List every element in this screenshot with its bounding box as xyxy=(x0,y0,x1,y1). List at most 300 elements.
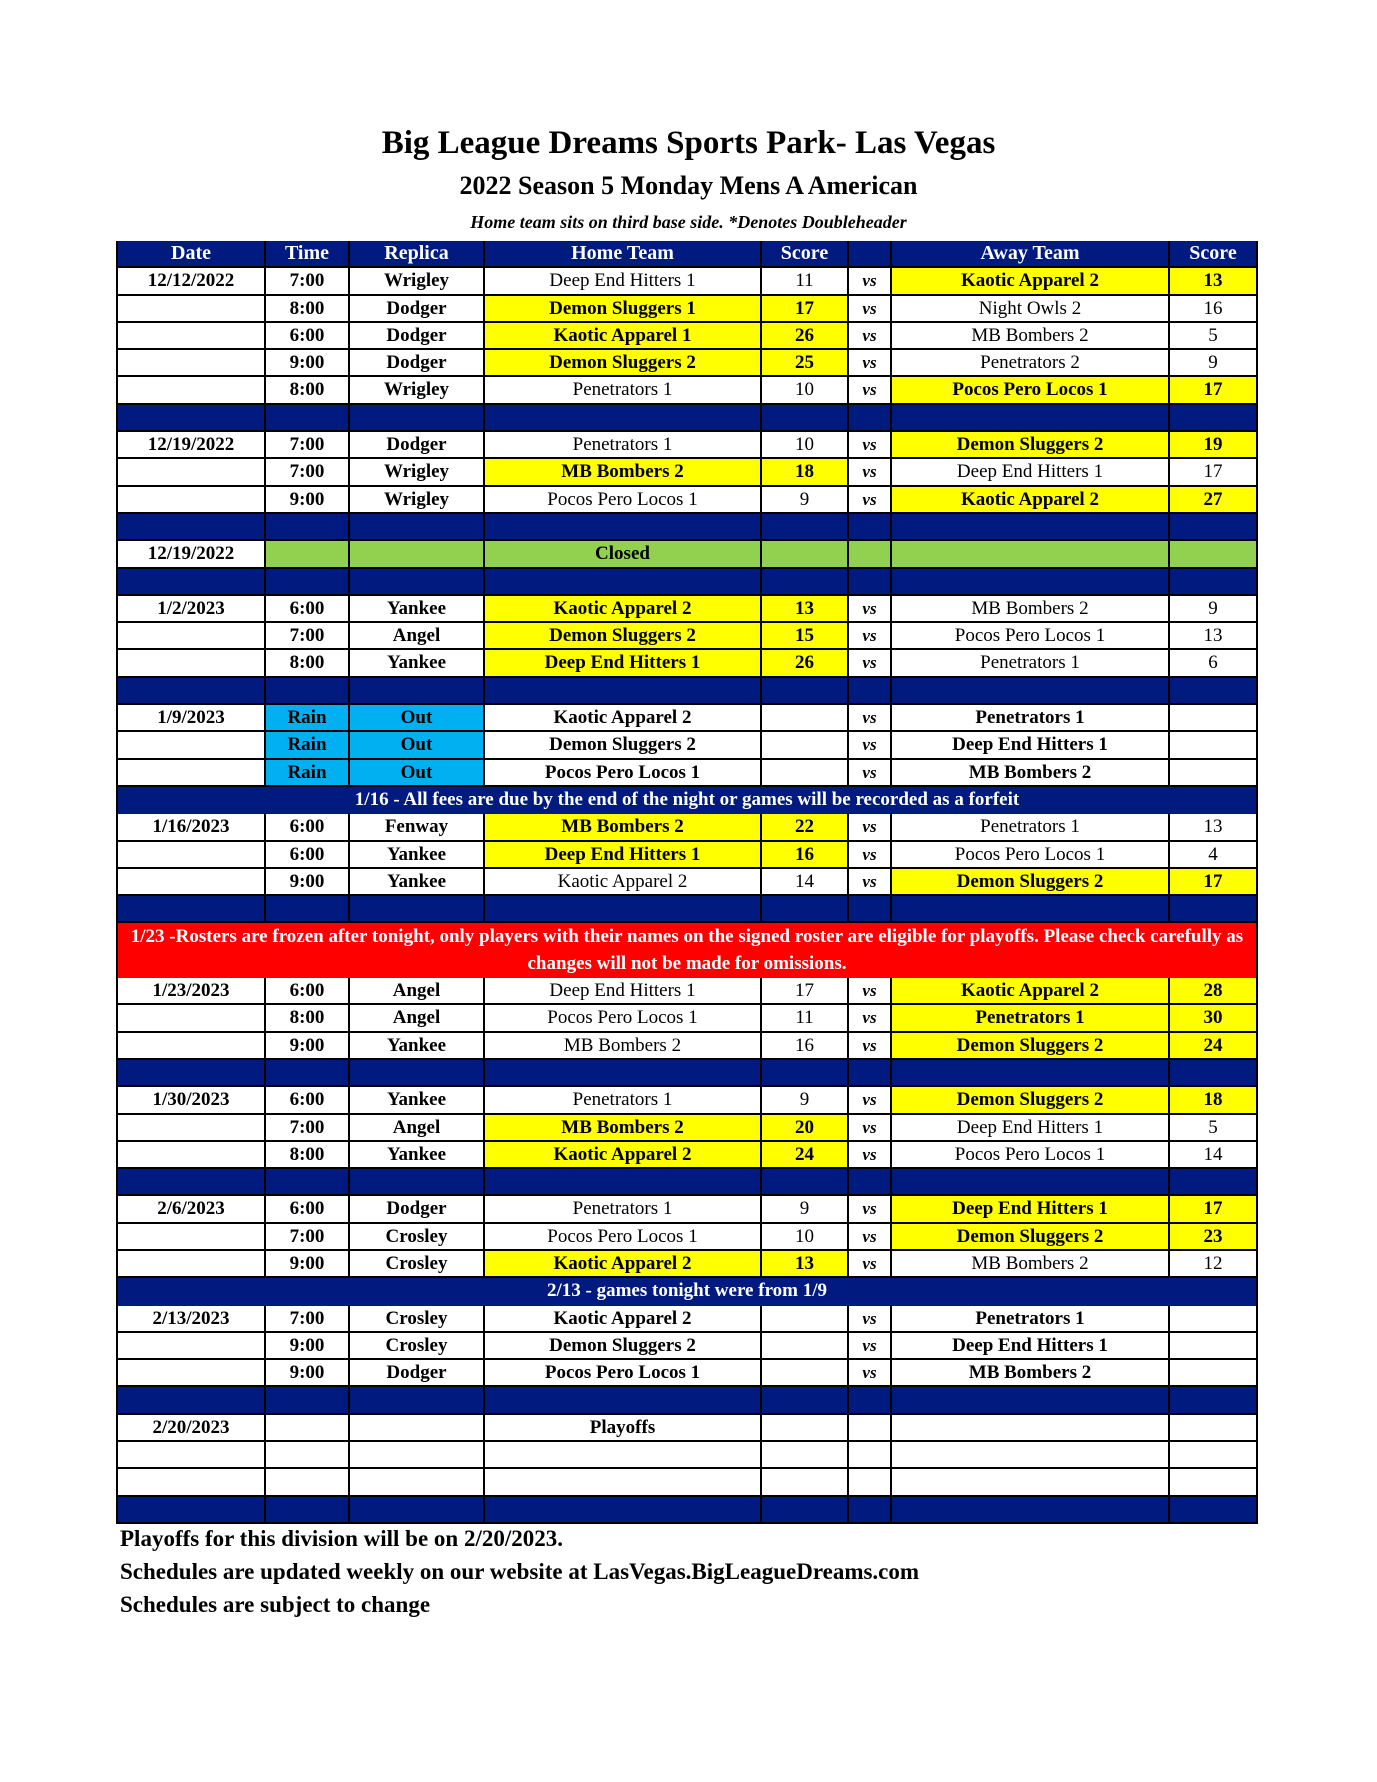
seating-note: Home team sits on third base side. *Denotes Doubleheader xyxy=(470,212,907,232)
home-team: Demon Sluggers 2 xyxy=(485,732,762,759)
week-separator xyxy=(116,1497,1258,1524)
separator-cell xyxy=(266,678,350,705)
separator-cell xyxy=(350,678,485,705)
separator-cell xyxy=(1170,896,1258,923)
away-team: MB Bombers 2 xyxy=(892,596,1170,623)
game-date xyxy=(116,732,266,759)
game-time: 7:00 xyxy=(266,459,350,486)
vs-label: vs xyxy=(849,650,892,677)
week-separator xyxy=(116,1169,1258,1196)
field-name: Angel xyxy=(350,978,485,1005)
game-date xyxy=(116,1033,266,1060)
home-score: 18 xyxy=(762,459,849,486)
game-row xyxy=(116,1005,1258,1032)
game-row xyxy=(116,1415,1258,1442)
separator-cell xyxy=(1170,1497,1258,1524)
separator-cell xyxy=(1170,405,1258,432)
away-score: 17 xyxy=(1170,1196,1258,1223)
field-name: Dodger xyxy=(350,350,485,377)
game-date xyxy=(116,323,266,350)
game-date xyxy=(116,350,266,377)
week-separator xyxy=(116,405,1258,432)
home-team: Kaotic Apparel 2 xyxy=(485,869,762,896)
vs-label: vs xyxy=(849,296,892,323)
vs-label: vs xyxy=(849,596,892,623)
home-score: 11 xyxy=(762,1005,849,1032)
away-team xyxy=(892,1469,1170,1496)
vs-label: vs xyxy=(849,705,892,732)
game-row xyxy=(116,1442,1258,1469)
away-team: Penetrators 1 xyxy=(892,705,1170,732)
separator-cell xyxy=(116,1060,266,1087)
away-score xyxy=(1170,1415,1258,1442)
field-name: Angel xyxy=(350,1005,485,1032)
vs-label: vs xyxy=(849,869,892,896)
game-time: 9:00 xyxy=(266,869,350,896)
game-date: 12/19/2022 xyxy=(116,432,266,459)
game-time: 9:00 xyxy=(266,1251,350,1278)
field-name: Yankee xyxy=(350,869,485,896)
game-time xyxy=(266,1415,350,1442)
field-name: Wrigley xyxy=(350,487,485,514)
field-name: Dodger xyxy=(350,1196,485,1223)
away-score xyxy=(1170,1442,1258,1469)
game-time: 9:00 xyxy=(266,1360,350,1387)
home-score xyxy=(762,1360,849,1387)
game-row xyxy=(116,650,1258,677)
separator-cell xyxy=(485,1060,762,1087)
separator-cell xyxy=(485,678,762,705)
home-score: 13 xyxy=(762,596,849,623)
away-score: 5 xyxy=(1170,1115,1258,1142)
vs-label: vs xyxy=(849,1333,892,1360)
game-date: 2/20/2023 xyxy=(116,1415,266,1442)
away-score-header: Score xyxy=(1170,241,1258,268)
game-row xyxy=(116,1333,1258,1360)
separator-cell xyxy=(350,1387,485,1414)
game-row xyxy=(116,487,1258,514)
separator-cell xyxy=(762,678,849,705)
away-team-header: Away Team xyxy=(892,241,1170,268)
home-team: Penetrators 1 xyxy=(485,1196,762,1223)
away-team: Kaotic Apparel 2 xyxy=(892,268,1170,295)
home-score: 25 xyxy=(762,350,849,377)
game-date: 1/9/2023 xyxy=(116,705,266,732)
game-date xyxy=(116,296,266,323)
away-team: Kaotic Apparel 2 xyxy=(892,487,1170,514)
game-time: 8:00 xyxy=(266,1142,350,1169)
game-date xyxy=(116,1005,266,1032)
home-score xyxy=(762,1442,849,1469)
home-team: MB Bombers 2 xyxy=(485,459,762,486)
separator-cell xyxy=(485,1497,762,1524)
home-score: 20 xyxy=(762,1115,849,1142)
schedule-table xyxy=(116,241,1258,1524)
separator-cell xyxy=(266,1060,350,1087)
away-score: 13 xyxy=(1170,814,1258,841)
away-team: Pocos Pero Locos 1 xyxy=(892,377,1170,404)
away-score: 28 xyxy=(1170,978,1258,1005)
separator-cell xyxy=(266,1169,350,1196)
away-score: 4 xyxy=(1170,842,1258,869)
time-header: Time xyxy=(266,241,350,268)
separator-cell xyxy=(485,405,762,432)
closed-cell xyxy=(892,541,1170,568)
page-subtitle: 2022 Season 5 Monday Mens A American xyxy=(459,171,918,200)
away-team: Deep End Hitters 1 xyxy=(892,1196,1170,1223)
away-score: 18 xyxy=(1170,1087,1258,1114)
game-date xyxy=(116,623,266,650)
away-team: Penetrators 1 xyxy=(892,1005,1170,1032)
separator-cell xyxy=(762,1387,849,1414)
away-team xyxy=(892,1442,1170,1469)
game-row xyxy=(116,1033,1258,1060)
home-team: MB Bombers 2 xyxy=(485,814,762,841)
game-date: 12/19/2022 xyxy=(116,541,266,568)
separator-cell xyxy=(485,514,762,541)
game-row xyxy=(116,760,1258,787)
home-team: Pocos Pero Locos 1 xyxy=(485,1224,762,1251)
footer-line: Playoffs for this division will be on 2/20/2023. xyxy=(120,1526,564,1551)
game-date xyxy=(116,760,266,787)
away-team: MB Bombers 2 xyxy=(892,1360,1170,1387)
game-time: Rain xyxy=(266,705,350,732)
away-score: 9 xyxy=(1170,350,1258,377)
away-score: 23 xyxy=(1170,1224,1258,1251)
game-time: Rain xyxy=(266,732,350,759)
week-separator xyxy=(116,1387,1258,1414)
week-separator xyxy=(116,514,1258,541)
away-team: MB Bombers 2 xyxy=(892,323,1170,350)
home-team: Deep End Hitters 1 xyxy=(485,842,762,869)
home-score: 22 xyxy=(762,814,849,841)
game-date xyxy=(116,1442,266,1469)
away-score xyxy=(1170,705,1258,732)
field-name: Angel xyxy=(350,1115,485,1142)
separator-cell xyxy=(350,405,485,432)
separator-cell xyxy=(350,1497,485,1524)
game-row xyxy=(116,1142,1258,1169)
field-name xyxy=(350,1469,485,1496)
separator-cell xyxy=(849,514,892,541)
separator-cell xyxy=(892,1387,1170,1414)
game-row xyxy=(116,978,1258,1005)
away-score: 14 xyxy=(1170,1142,1258,1169)
vs-label: vs xyxy=(849,1005,892,1032)
game-row xyxy=(116,1224,1258,1251)
separator-cell xyxy=(849,1497,892,1524)
field-name: Crosley xyxy=(350,1306,485,1333)
home-score xyxy=(762,1306,849,1333)
home-score: 9 xyxy=(762,487,849,514)
home-team: MB Bombers 2 xyxy=(485,1115,762,1142)
field-name: Yankee xyxy=(350,1087,485,1114)
away-score: 17 xyxy=(1170,869,1258,896)
footer-line: Schedules are updated weekly on our website at LasVegas.BigLeagueDreams.com xyxy=(120,1559,920,1584)
away-team: Penetrators 1 xyxy=(892,650,1170,677)
away-team: Deep End Hitters 1 xyxy=(892,732,1170,759)
separator-cell xyxy=(485,1387,762,1414)
away-score: 19 xyxy=(1170,432,1258,459)
away-team: Demon Sluggers 2 xyxy=(892,1033,1170,1060)
away-score: 13 xyxy=(1170,623,1258,650)
separator-cell xyxy=(849,405,892,432)
game-date xyxy=(116,650,266,677)
table-header-row xyxy=(116,241,1258,268)
home-score xyxy=(762,1333,849,1360)
home-team xyxy=(485,1469,762,1496)
home-team: Demon Sluggers 2 xyxy=(485,350,762,377)
separator-cell xyxy=(892,1169,1170,1196)
separator-cell xyxy=(485,896,762,923)
game-date: 1/16/2023 xyxy=(116,814,266,841)
game-row xyxy=(116,459,1258,486)
separator-cell xyxy=(762,405,849,432)
separator-cell xyxy=(762,1169,849,1196)
vs-label: vs xyxy=(849,814,892,841)
separator-cell xyxy=(266,569,350,596)
game-time: 9:00 xyxy=(266,1333,350,1360)
game-date xyxy=(116,842,266,869)
announcement-text: 1/16 - All fees are due by the end of the night or games will be recorded as a forfeit xyxy=(116,787,1258,814)
game-row xyxy=(116,350,1258,377)
home-team xyxy=(485,1442,762,1469)
field-name: Yankee xyxy=(350,1033,485,1060)
vs-label xyxy=(849,1415,892,1442)
home-score: 9 xyxy=(762,1196,849,1223)
home-score: 16 xyxy=(762,842,849,869)
home-score: 17 xyxy=(762,296,849,323)
separator-cell xyxy=(849,1060,892,1087)
home-score: 11 xyxy=(762,268,849,295)
home-team: Kaotic Apparel 2 xyxy=(485,705,762,732)
closed-cell xyxy=(350,541,485,568)
game-date xyxy=(116,377,266,404)
vs-label: vs xyxy=(849,732,892,759)
away-team: Deep End Hitters 1 xyxy=(892,1333,1170,1360)
home-team: Playoffs xyxy=(485,1415,762,1442)
game-date xyxy=(116,459,266,486)
game-time: 7:00 xyxy=(266,623,350,650)
field-name: Out xyxy=(350,705,485,732)
away-score: 13 xyxy=(1170,268,1258,295)
game-time: Rain xyxy=(266,760,350,787)
away-score: 27 xyxy=(1170,487,1258,514)
field-name: Fenway xyxy=(350,814,485,841)
separator-cell xyxy=(892,896,1170,923)
separator-cell xyxy=(762,514,849,541)
game-time: 6:00 xyxy=(266,1196,350,1223)
game-row xyxy=(116,296,1258,323)
field-name xyxy=(350,1442,485,1469)
field-name: Crosley xyxy=(350,1251,485,1278)
vs-label: vs xyxy=(849,1087,892,1114)
game-row xyxy=(116,814,1258,841)
game-time: 9:00 xyxy=(266,1033,350,1060)
game-date: 2/13/2023 xyxy=(116,1306,266,1333)
away-team: Kaotic Apparel 2 xyxy=(892,978,1170,1005)
vs-label: vs xyxy=(849,323,892,350)
separator-cell xyxy=(1170,1169,1258,1196)
home-score xyxy=(762,732,849,759)
game-time: 6:00 xyxy=(266,1087,350,1114)
week-separator xyxy=(116,896,1258,923)
home-team-header: Home Team xyxy=(485,241,762,268)
game-time: 8:00 xyxy=(266,1005,350,1032)
home-team: Penetrators 1 xyxy=(485,377,762,404)
game-time: 8:00 xyxy=(266,296,350,323)
separator-cell xyxy=(266,1497,350,1524)
away-score xyxy=(1170,1360,1258,1387)
home-score: 15 xyxy=(762,623,849,650)
field-name xyxy=(350,1415,485,1442)
vs-label: vs xyxy=(849,377,892,404)
field-name: Wrigley xyxy=(350,459,485,486)
game-row xyxy=(116,842,1258,869)
week-separator xyxy=(116,1060,1258,1087)
home-score xyxy=(762,1469,849,1496)
away-score: 17 xyxy=(1170,459,1258,486)
separator-cell xyxy=(892,678,1170,705)
game-time: 6:00 xyxy=(266,323,350,350)
vs-label xyxy=(849,1469,892,1496)
home-score xyxy=(762,760,849,787)
week-separator xyxy=(116,678,1258,705)
announcement-row xyxy=(116,1278,1258,1305)
away-team: Pocos Pero Locos 1 xyxy=(892,1142,1170,1169)
field-name: Wrigley xyxy=(350,377,485,404)
game-time xyxy=(266,1469,350,1496)
away-score: 17 xyxy=(1170,377,1258,404)
away-score: 12 xyxy=(1170,1251,1258,1278)
home-team: Pocos Pero Locos 1 xyxy=(485,1360,762,1387)
separator-cell xyxy=(762,1060,849,1087)
game-row xyxy=(116,596,1258,623)
vs-label: vs xyxy=(849,1224,892,1251)
home-team: Deep End Hitters 1 xyxy=(485,650,762,677)
separator-cell xyxy=(762,896,849,923)
away-team: Deep End Hitters 1 xyxy=(892,1115,1170,1142)
date-header: Date xyxy=(116,241,266,268)
game-row xyxy=(116,432,1258,459)
away-score: 30 xyxy=(1170,1005,1258,1032)
separator-cell xyxy=(266,896,350,923)
game-row xyxy=(116,1306,1258,1333)
game-date: 2/6/2023 xyxy=(116,1196,266,1223)
home-team: Pocos Pero Locos 1 xyxy=(485,760,762,787)
vs-label: vs xyxy=(849,1142,892,1169)
separator-cell xyxy=(1170,678,1258,705)
separator-cell xyxy=(485,569,762,596)
away-score: 16 xyxy=(1170,296,1258,323)
away-score: 6 xyxy=(1170,650,1258,677)
home-team: Penetrators 1 xyxy=(485,432,762,459)
home-team: Deep End Hitters 1 xyxy=(485,268,762,295)
home-score: 10 xyxy=(762,377,849,404)
game-date: 1/30/2023 xyxy=(116,1087,266,1114)
vs-label: vs xyxy=(849,432,892,459)
away-team: Demon Sluggers 2 xyxy=(892,432,1170,459)
home-team: MB Bombers 2 xyxy=(485,1033,762,1060)
announcement-text: 2/13 - games tonight were from 1/9 xyxy=(116,1278,1258,1305)
game-date: 1/2/2023 xyxy=(116,596,266,623)
field-name: Angel xyxy=(350,623,485,650)
away-score xyxy=(1170,1469,1258,1496)
game-date xyxy=(116,1251,266,1278)
away-team: Deep End Hitters 1 xyxy=(892,459,1170,486)
closed-row xyxy=(116,541,1258,568)
vs-label: vs xyxy=(849,1196,892,1223)
away-score: 24 xyxy=(1170,1033,1258,1060)
home-score xyxy=(762,705,849,732)
home-score: 16 xyxy=(762,1033,849,1060)
closed-cell xyxy=(849,541,892,568)
game-row xyxy=(116,1469,1258,1496)
home-team: Kaotic Apparel 2 xyxy=(485,1306,762,1333)
home-score xyxy=(762,1415,849,1442)
home-score: 14 xyxy=(762,869,849,896)
home-team: Demon Sluggers 2 xyxy=(485,623,762,650)
week-separator xyxy=(116,569,1258,596)
separator-cell xyxy=(849,1169,892,1196)
separator-cell xyxy=(116,1387,266,1414)
game-date xyxy=(116,869,266,896)
game-date xyxy=(116,1469,266,1496)
away-team: Night Owls 2 xyxy=(892,296,1170,323)
separator-cell xyxy=(892,1497,1170,1524)
away-score: 5 xyxy=(1170,323,1258,350)
page-title: Big League Dreams Sports Park- Las Vegas xyxy=(381,125,996,161)
away-score xyxy=(1170,760,1258,787)
game-date xyxy=(116,1224,266,1251)
away-score: 9 xyxy=(1170,596,1258,623)
game-time: 9:00 xyxy=(266,350,350,377)
vs-label xyxy=(849,1442,892,1469)
game-row xyxy=(116,869,1258,896)
field-name: Yankee xyxy=(350,1142,485,1169)
field-name: Dodger xyxy=(350,323,485,350)
field-name: Yankee xyxy=(350,596,485,623)
game-time: 7:00 xyxy=(266,1115,350,1142)
home-score-header: Score xyxy=(762,241,849,268)
game-row xyxy=(116,1360,1258,1387)
separator-cell xyxy=(762,569,849,596)
away-team: Pocos Pero Locos 1 xyxy=(892,623,1170,650)
home-score: 24 xyxy=(762,1142,849,1169)
roster-alert-row xyxy=(116,923,1258,978)
game-date: 1/23/2023 xyxy=(116,978,266,1005)
game-time: 7:00 xyxy=(266,432,350,459)
game-date: 12/12/2022 xyxy=(116,268,266,295)
footer-notes xyxy=(120,1522,919,1621)
home-team: Kaotic Apparel 2 xyxy=(485,596,762,623)
closed-cell xyxy=(762,541,849,568)
roster-alert-text: 1/23 -Rosters are frozen after tonight, only players with their names on the signed roster are eligible for playoffs. Please check carefully as changes will not be made for omissions. xyxy=(116,923,1258,978)
separator-cell xyxy=(350,1169,485,1196)
away-team: Demon Sluggers 2 xyxy=(892,869,1170,896)
game-row xyxy=(116,377,1258,404)
game-time: 6:00 xyxy=(266,596,350,623)
game-row xyxy=(116,1196,1258,1223)
separator-cell xyxy=(116,678,266,705)
home-score: 13 xyxy=(762,1251,849,1278)
separator-cell xyxy=(350,896,485,923)
away-team xyxy=(892,1415,1170,1442)
game-row xyxy=(116,268,1258,295)
home-team: Pocos Pero Locos 1 xyxy=(485,1005,762,1032)
away-team: MB Bombers 2 xyxy=(892,1251,1170,1278)
separator-cell xyxy=(892,569,1170,596)
